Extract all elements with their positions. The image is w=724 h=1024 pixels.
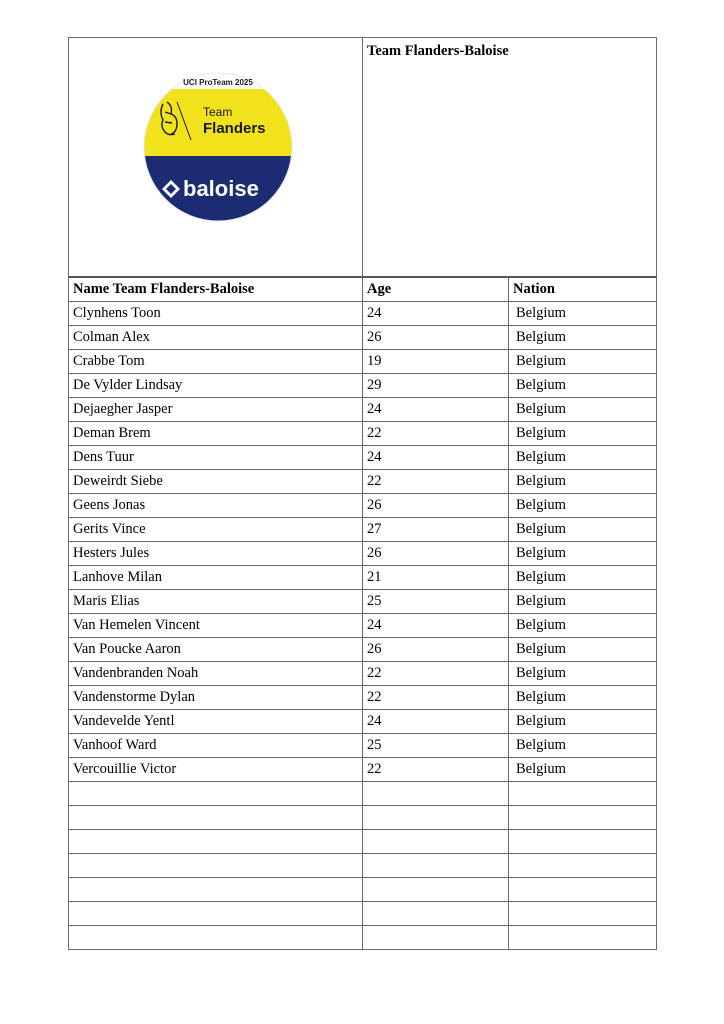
table-row (69, 710, 657, 734)
rider-nation-cell: Belgium (509, 302, 657, 326)
rider-name-cell: Vandevelde Yentl (69, 710, 363, 734)
rider-age-cell: 22 (363, 470, 509, 494)
rider-name-cell: Vandenstorme Dylan (69, 686, 363, 710)
rider-nation-cell: Belgium (509, 686, 657, 710)
table-row (69, 542, 657, 566)
rider-nation-cell: Belgium (509, 542, 657, 566)
rider-nation-cell: Belgium (509, 326, 657, 350)
rider-age-cell: 26 (363, 326, 509, 350)
table-row (69, 398, 657, 422)
rider-nation-cell: Belgium (509, 470, 657, 494)
rider-nation-cell: Belgium (509, 734, 657, 758)
rider-nation-cell: Belgium (509, 422, 657, 446)
document-page (68, 37, 656, 950)
rider-name-cell: Hesters Jules (69, 542, 363, 566)
rider-age-cell: 25 (363, 734, 509, 758)
rider-name-cell: Geens Jonas (69, 494, 363, 518)
rider-nation-cell (509, 854, 657, 878)
rider-nation-cell: Belgium (509, 590, 657, 614)
column-header-name: Name Team Flanders-Baloise (69, 277, 363, 302)
rider-name-cell (69, 782, 363, 806)
rider-name-cell: Crabbe Tom (69, 350, 363, 374)
rider-nation-cell (509, 830, 657, 854)
rider-name-cell (69, 806, 363, 830)
table-row (69, 614, 657, 638)
rider-name-cell (69, 854, 363, 878)
rider-name-cell: Dejaegher Jasper (69, 398, 363, 422)
rider-name-cell (69, 902, 363, 926)
rider-age-cell: 27 (363, 518, 509, 542)
logo-sponsor-word: baloise (183, 176, 259, 201)
rider-nation-cell: Belgium (509, 758, 657, 782)
rider-age-cell: 19 (363, 350, 509, 374)
table-row (69, 302, 657, 326)
table-row (69, 494, 657, 518)
rider-nation-cell (509, 782, 657, 806)
logo-top-text: UCI ProTeam 2025 (183, 78, 253, 87)
team-title: Team Flanders-Baloise (363, 38, 657, 278)
logo-team-word: Team (203, 105, 233, 119)
table-row (69, 758, 657, 782)
table-row (69, 902, 657, 926)
rider-age-cell: 22 (363, 758, 509, 782)
rider-name-cell: Vanhoof Ward (69, 734, 363, 758)
rider-age-cell: 24 (363, 614, 509, 638)
rider-name-cell: Maris Elias (69, 590, 363, 614)
rider-age-cell: 21 (363, 566, 509, 590)
rider-nation-cell: Belgium (509, 614, 657, 638)
table-row (69, 566, 657, 590)
rider-age-cell (363, 830, 509, 854)
rider-name-cell: Clynhens Toon (69, 302, 363, 326)
rider-name-cell: Dens Tuur (69, 446, 363, 470)
column-header-row (69, 277, 657, 302)
table-row (69, 590, 657, 614)
rider-age-cell: 22 (363, 662, 509, 686)
table-row (69, 446, 657, 470)
rider-age-cell: 24 (363, 302, 509, 326)
rider-name-cell: Vercouillie Victor (69, 758, 363, 782)
header-row (69, 38, 657, 278)
rider-nation-cell: Belgium (509, 662, 657, 686)
rider-name-cell: Van Poucke Aaron (69, 638, 363, 662)
table-row (69, 326, 657, 350)
rider-age-cell (363, 782, 509, 806)
rider-nation-cell (509, 878, 657, 902)
rider-age-cell: 25 (363, 590, 509, 614)
rider-age-cell: 26 (363, 494, 509, 518)
rider-name-cell: De Vylder Lindsay (69, 374, 363, 398)
rider-age-cell: 26 (363, 542, 509, 566)
rider-nation-cell (509, 806, 657, 830)
rider-age-cell (363, 878, 509, 902)
rider-nation-cell: Belgium (509, 350, 657, 374)
rider-age-cell (363, 926, 509, 950)
logo-flanders-word: Flanders (203, 120, 266, 137)
rider-age-cell: 26 (363, 638, 509, 662)
rider-name-cell: Van Hemelen Vincent (69, 614, 363, 638)
rider-name-cell: Deweirdt Siebe (69, 470, 363, 494)
team-logo (143, 72, 293, 222)
rider-nation-cell: Belgium (509, 518, 657, 542)
table-row (69, 518, 657, 542)
rider-nation-cell: Belgium (509, 398, 657, 422)
rider-name-cell: Gerits Vince (69, 518, 363, 542)
rider-age-cell (363, 806, 509, 830)
rider-name-cell (69, 878, 363, 902)
roster-table (68, 37, 657, 950)
rider-nation-cell (509, 902, 657, 926)
rider-nation-cell: Belgium (509, 710, 657, 734)
table-row (69, 470, 657, 494)
rider-name-cell (69, 926, 363, 950)
rider-nation-cell: Belgium (509, 494, 657, 518)
rider-name-cell (69, 830, 363, 854)
table-row (69, 830, 657, 854)
rider-nation-cell: Belgium (509, 374, 657, 398)
table-row (69, 926, 657, 950)
column-header-age: Age (363, 277, 509, 302)
rider-age-cell (363, 854, 509, 878)
rider-age-cell: 24 (363, 398, 509, 422)
rider-nation-cell (509, 926, 657, 950)
table-row (69, 734, 657, 758)
rider-name-cell: Vandenbranden Noah (69, 662, 363, 686)
table-row (69, 854, 657, 878)
table-row (69, 422, 657, 446)
rider-age-cell: 22 (363, 422, 509, 446)
column-header-nation: Nation (509, 277, 657, 302)
table-row (69, 782, 657, 806)
rider-name-cell: Lanhove Milan (69, 566, 363, 590)
rider-age-cell: 24 (363, 710, 509, 734)
table-row (69, 374, 657, 398)
rider-age-cell: 24 (363, 446, 509, 470)
table-row (69, 662, 657, 686)
table-row (69, 878, 657, 902)
rider-age-cell: 22 (363, 686, 509, 710)
rider-age-cell: 29 (363, 374, 509, 398)
rider-nation-cell: Belgium (509, 446, 657, 470)
table-row (69, 806, 657, 830)
rider-name-cell: Colman Alex (69, 326, 363, 350)
table-row (69, 350, 657, 374)
rider-nation-cell: Belgium (509, 566, 657, 590)
table-row (69, 686, 657, 710)
rider-age-cell (363, 902, 509, 926)
rider-nation-cell: Belgium (509, 638, 657, 662)
rider-name-cell: Deman Brem (69, 422, 363, 446)
table-row (69, 638, 657, 662)
logo-cell (69, 38, 363, 278)
